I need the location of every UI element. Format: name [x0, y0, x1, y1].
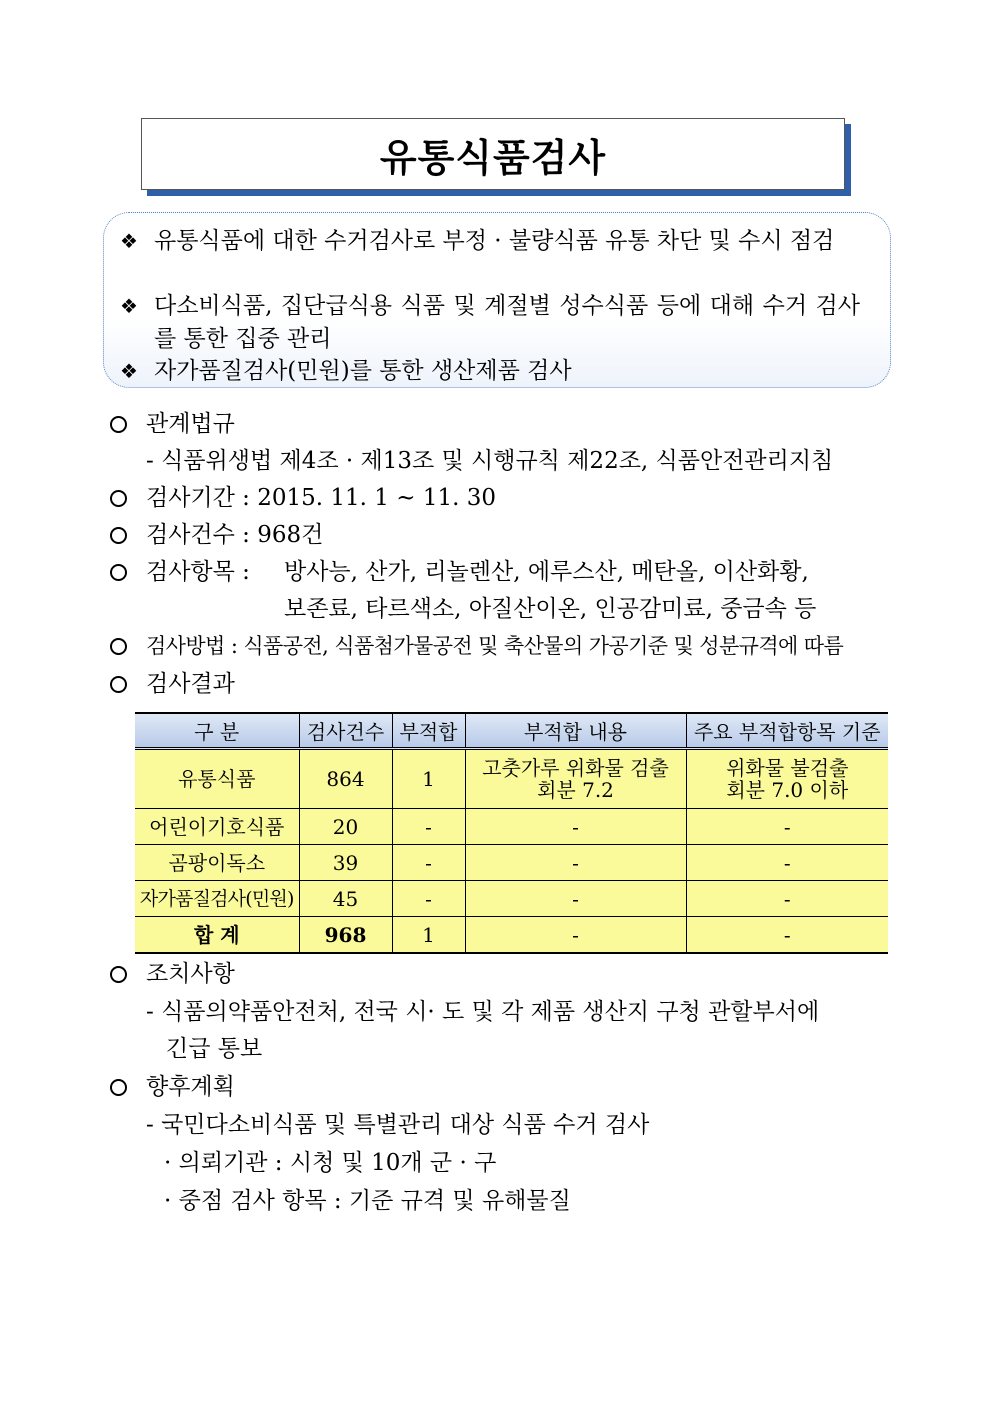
- header-category: 구 분: [135, 713, 299, 749]
- summary-item: ❖ 유통식품에 대한 수거검사로 부정 · 불량식품 유통 차단 및 수시 점검: [120, 225, 860, 258]
- table-cell: -: [686, 845, 888, 881]
- table-cell: -: [465, 917, 686, 954]
- table-total-row: [135, 917, 888, 954]
- table-row: [135, 749, 888, 809]
- circle-bullet-icon: [110, 416, 127, 433]
- action-line-1: - 식품의약품안전처, 전국 시· 도 및 각 제품 생산지 구청 관할부서에: [146, 999, 820, 1025]
- result-heading: 검사결과: [146, 671, 235, 697]
- table-cell: -: [465, 809, 686, 845]
- header-standard: 주요 부적합항목 기준: [686, 713, 888, 749]
- summary-item: ❖ 자가품질검사(민원)를 통한 생산제품 검사: [120, 355, 860, 388]
- law-detail: - 식품위생법 제4조 · 제13조 및 시행규칙 제22조, 식품안전관리지침: [146, 448, 834, 474]
- diamond-bullet-icon: ❖: [120, 229, 138, 253]
- table-cell: 위화물 불검출 회분 7.0 이하: [686, 749, 888, 809]
- items-line-1: 방사능, 산가, 리놀렌산, 에루스산, 메탄올, 이산화황,: [284, 559, 809, 585]
- law-heading: 관계법규: [146, 411, 235, 437]
- table-cell: -: [465, 881, 686, 917]
- table-cell: 유통식품: [135, 749, 299, 809]
- table-cell: 1: [392, 917, 465, 954]
- diamond-bullet-icon: ❖: [120, 359, 138, 383]
- circle-bullet-icon: [110, 1079, 127, 1096]
- circle-bullet-icon: [110, 676, 127, 693]
- plan-line-1: - 국민다소비식품 및 특별관리 대상 식품 수거 검사: [146, 1112, 650, 1138]
- inspection-period: 검사기간 : 2015. 11. 1 ~ 11. 30: [146, 485, 496, 511]
- table-cell: -: [686, 809, 888, 845]
- result-table: [135, 712, 888, 954]
- table-cell: -: [465, 845, 686, 881]
- page-title: 유통식품검사: [141, 118, 845, 190]
- table-cell: 20: [299, 809, 392, 845]
- table-header-row: [135, 713, 888, 749]
- items-label: 검사항목 :: [146, 559, 250, 585]
- table-cell: 자가품질검사(민원): [135, 881, 299, 917]
- table-cell: -: [392, 845, 465, 881]
- table-cell: -: [686, 881, 888, 917]
- table-cell: 합 계: [135, 917, 299, 954]
- action-line-2: 긴급 통보: [166, 1036, 263, 1062]
- circle-bullet-icon: [110, 527, 127, 544]
- table-cell: 45: [299, 881, 392, 917]
- inspection-method: 검사방법 : 식품공전, 식품첨가물공전 및 축산물의 가공기준 및 성분규격에 따름: [146, 634, 844, 658]
- header-detail: 부적합 내용: [465, 713, 686, 749]
- table-row: [135, 809, 888, 845]
- inspection-count: 검사건수 : 968건: [146, 522, 324, 548]
- header-nonconform: 부적합: [392, 713, 465, 749]
- items-line-2: 보존료, 타르색소, 아질산이온, 인공감미료, 중금속 등: [284, 596, 817, 622]
- table-cell: 어린이기호식품: [135, 809, 299, 845]
- table-cell: -: [686, 917, 888, 954]
- circle-bullet-icon: [110, 638, 127, 655]
- table-cell: 39: [299, 845, 392, 881]
- table-cell: 864: [299, 749, 392, 809]
- table-cell: 고춧가루 위화물 검출 회분 7.2: [465, 749, 686, 809]
- diamond-bullet-icon: ❖: [120, 294, 138, 318]
- plan-line-3: · 중점 검사 항목 : 기준 규격 및 유해물질: [164, 1188, 571, 1214]
- summary-item: ❖ 다소비식품, 집단급식용 식품 및 계절별 성수식품 등에 대해 수거 검사를 통한 집중 관리: [120, 290, 860, 356]
- action-heading: 조치사항: [146, 961, 235, 987]
- table-cell: -: [392, 809, 465, 845]
- circle-bullet-icon: [110, 966, 127, 983]
- table-row: [135, 881, 888, 917]
- plan-heading: 향후계획: [146, 1074, 235, 1100]
- summary-box: [103, 212, 891, 388]
- table-cell: 1: [392, 749, 465, 809]
- table-cell: 968: [299, 917, 392, 954]
- table-row: [135, 845, 888, 881]
- plan-line-2: · 의뢰기관 : 시청 및 10개 군 · 구: [164, 1150, 497, 1176]
- circle-bullet-icon: [110, 490, 127, 507]
- circle-bullet-icon: [110, 564, 127, 581]
- table-cell: -: [392, 881, 465, 917]
- header-count: 검사건수: [299, 713, 392, 749]
- table-cell: 곰팡이독소: [135, 845, 299, 881]
